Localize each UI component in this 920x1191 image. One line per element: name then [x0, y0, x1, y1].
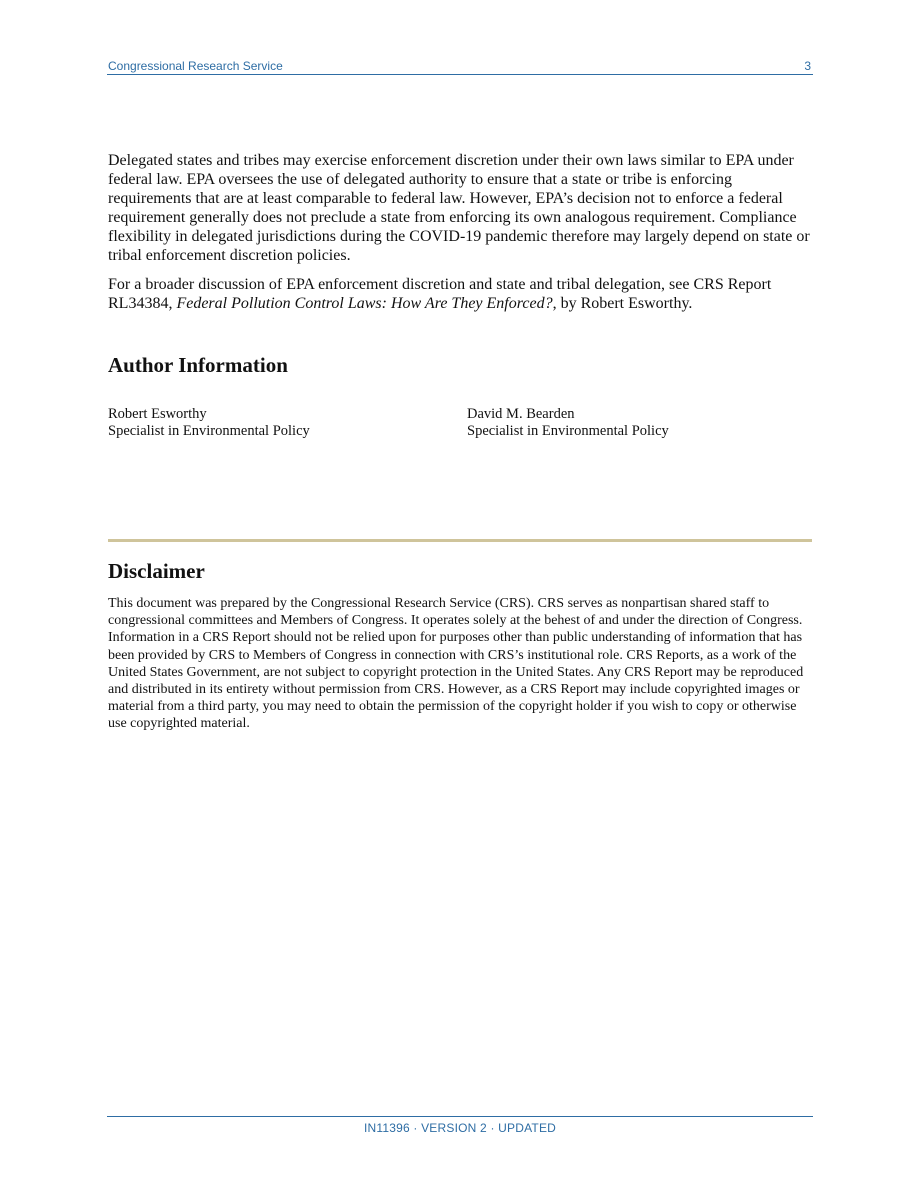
author-name: David M. Bearden: [467, 406, 575, 422]
author-title: Specialist in Environmental Policy: [108, 423, 310, 439]
author-block: [467, 406, 669, 440]
body-paragraph-1: Delegated states and tribes may exercise enforcement discretion under their own laws similar to EPA under federal law. EPA oversees the use of delegated authority to ensure that a state or tribe is enforcing requirements that are at least comparable to federal law. However, EPA’s decision not to enforce a federal requirement generally does not preclude a state from enforcing its own analogous requirement. Compliance flexibility in delegated jurisdictions during the COVID-19 pandemic therefore may largely depend on state or tribal enforcement discretion policies.: [108, 152, 810, 264]
footer-divider: [107, 1116, 813, 1117]
report-title-italic: Federal Pollution Control Laws: How Are They Enforced?: [176, 295, 553, 312]
footer-report-id: IN11396 · VERSION 2 · UPDATED: [363, 1121, 557, 1135]
section-divider: [108, 539, 812, 542]
disclaimer-text: This document was prepared by the Congressional Research Service (CRS). CRS serves as nonpartisan shared staff to congressional committees and Members of Congress. It operates solely at the behest of and under the direction of Congress. Information in a CRS Report should not be relied upon for purposes other than public understanding of information that has been provided by CRS to Members of Congress in connection with CRS’s institutional role. CRS Reports, as a work of the United States Government, are not subject to copyright protection in the United States. Any CRS Report may be reproduced and distributed in its entirety without permission from CRS. However, as a CRS Report may include copyrighted images or material from a third party, you may need to obtain the permission of the copyright holder if you wish to copy or otherwise use copyrighted material.: [108, 596, 804, 732]
disclaimer-heading: Disclaimer: [108, 559, 205, 583]
paragraph-2-prefix: For a broader discussion of EPA enforcement discretion and state and tribal delegation, see CRS Report RL34384,: [108, 276, 772, 312]
header-title: Congressional Research Service: [108, 59, 283, 73]
author-title: Specialist in Environmental Policy: [467, 423, 669, 439]
author-information-heading: Author Information: [108, 353, 288, 377]
author-name: Robert Esworthy: [108, 406, 207, 422]
author-block: [108, 406, 310, 440]
body-paragraph-2: [108, 275, 814, 313]
page-number: 3: [804, 59, 811, 73]
running-header: [107, 57, 813, 75]
paragraph-2-suffix: , by Robert Esworthy.: [552, 295, 693, 312]
